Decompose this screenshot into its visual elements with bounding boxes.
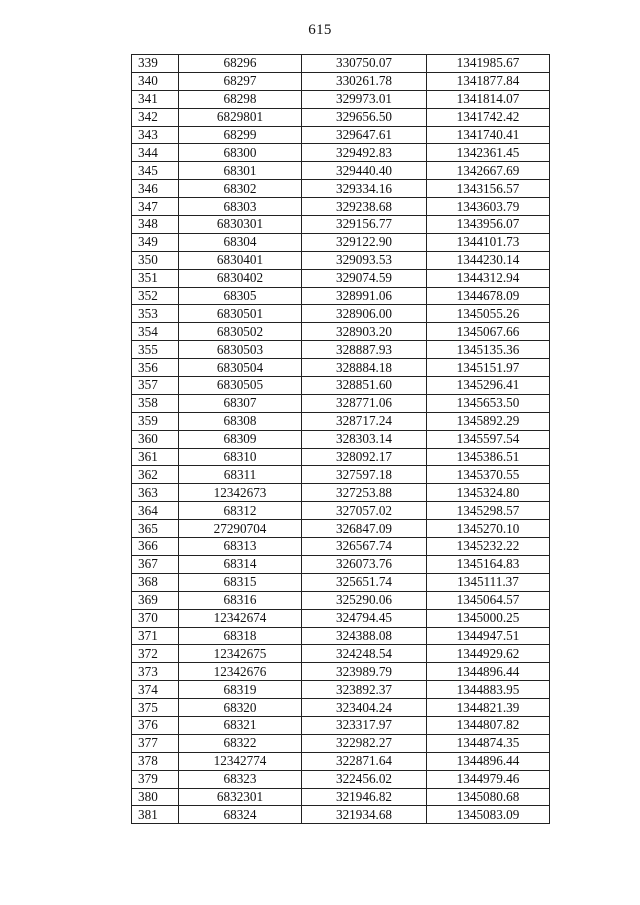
table-row bbox=[132, 609, 550, 627]
x-coordinate-cell: 330261.78 bbox=[302, 72, 427, 90]
y-coordinate-cell: 1344979.46 bbox=[427, 770, 550, 788]
point-id-cell: 68298 bbox=[179, 90, 302, 108]
table-row bbox=[132, 538, 550, 556]
table-row bbox=[132, 323, 550, 341]
x-coordinate-cell: 328884.18 bbox=[302, 359, 427, 377]
coordinates-table bbox=[131, 54, 550, 824]
row-number-cell: 367 bbox=[132, 555, 179, 573]
x-coordinate-cell: 323892.37 bbox=[302, 681, 427, 699]
row-number-cell: 341 bbox=[132, 90, 179, 108]
y-coordinate-cell: 1343956.07 bbox=[427, 216, 550, 234]
y-coordinate-cell: 1344929.62 bbox=[427, 645, 550, 663]
row-number-cell: 375 bbox=[132, 699, 179, 717]
table-row bbox=[132, 466, 550, 484]
point-id-cell: 6830503 bbox=[179, 341, 302, 359]
y-coordinate-cell: 1344896.44 bbox=[427, 752, 550, 770]
point-id-cell: 68314 bbox=[179, 555, 302, 573]
row-number-cell: 370 bbox=[132, 609, 179, 627]
table-row bbox=[132, 591, 550, 609]
x-coordinate-cell: 329093.53 bbox=[302, 251, 427, 269]
point-id-cell: 68311 bbox=[179, 466, 302, 484]
point-id-cell: 27290704 bbox=[179, 520, 302, 538]
x-coordinate-cell: 329440.40 bbox=[302, 162, 427, 180]
y-coordinate-cell: 1345296.41 bbox=[427, 377, 550, 395]
y-coordinate-cell: 1345324.80 bbox=[427, 484, 550, 502]
row-number-cell: 350 bbox=[132, 251, 179, 269]
y-coordinate-cell: 1345080.68 bbox=[427, 788, 550, 806]
point-id-cell: 68309 bbox=[179, 430, 302, 448]
table-row bbox=[132, 287, 550, 305]
row-number-cell: 353 bbox=[132, 305, 179, 323]
row-number-cell: 364 bbox=[132, 502, 179, 520]
point-id-cell: 68305 bbox=[179, 287, 302, 305]
x-coordinate-cell: 326073.76 bbox=[302, 555, 427, 573]
y-coordinate-cell: 1342667.69 bbox=[427, 162, 550, 180]
point-id-cell: 68296 bbox=[179, 55, 302, 73]
y-coordinate-cell: 1344883.95 bbox=[427, 681, 550, 699]
table-row bbox=[132, 377, 550, 395]
row-number-cell: 377 bbox=[132, 734, 179, 752]
y-coordinate-cell: 1344874.35 bbox=[427, 734, 550, 752]
point-id-cell: 6829801 bbox=[179, 108, 302, 126]
y-coordinate-cell: 1345298.57 bbox=[427, 502, 550, 520]
y-coordinate-cell: 1344678.09 bbox=[427, 287, 550, 305]
table-row bbox=[132, 198, 550, 216]
y-coordinate-cell: 1345083.09 bbox=[427, 806, 550, 824]
point-id-cell: 6830505 bbox=[179, 377, 302, 395]
x-coordinate-cell: 327253.88 bbox=[302, 484, 427, 502]
point-id-cell: 68323 bbox=[179, 770, 302, 788]
point-id-cell: 6830504 bbox=[179, 359, 302, 377]
x-coordinate-cell: 328991.06 bbox=[302, 287, 427, 305]
y-coordinate-cell: 1345067.66 bbox=[427, 323, 550, 341]
table-row bbox=[132, 699, 550, 717]
point-id-cell: 68299 bbox=[179, 126, 302, 144]
table-row bbox=[132, 359, 550, 377]
table-row bbox=[132, 412, 550, 430]
x-coordinate-cell: 324388.08 bbox=[302, 627, 427, 645]
y-coordinate-cell: 1345055.26 bbox=[427, 305, 550, 323]
table-row bbox=[132, 90, 550, 108]
page-number: 615 bbox=[308, 22, 332, 38]
point-id-cell: 12342676 bbox=[179, 663, 302, 681]
row-number-cell: 344 bbox=[132, 144, 179, 162]
table-row bbox=[132, 484, 550, 502]
x-coordinate-cell: 328903.20 bbox=[302, 323, 427, 341]
point-id-cell: 68307 bbox=[179, 394, 302, 412]
table-row bbox=[132, 627, 550, 645]
table-row bbox=[132, 770, 550, 788]
table-row bbox=[132, 806, 550, 824]
table-row bbox=[132, 394, 550, 412]
table-row bbox=[132, 144, 550, 162]
point-id-cell: 68300 bbox=[179, 144, 302, 162]
row-number-cell: 351 bbox=[132, 269, 179, 287]
point-id-cell: 6830501 bbox=[179, 305, 302, 323]
table-row bbox=[132, 681, 550, 699]
point-id-cell: 68303 bbox=[179, 198, 302, 216]
x-coordinate-cell: 323404.24 bbox=[302, 699, 427, 717]
y-coordinate-cell: 1341814.07 bbox=[427, 90, 550, 108]
row-number-cell: 361 bbox=[132, 448, 179, 466]
row-number-cell: 378 bbox=[132, 752, 179, 770]
table-row bbox=[132, 216, 550, 234]
table-row bbox=[132, 752, 550, 770]
y-coordinate-cell: 1344947.51 bbox=[427, 627, 550, 645]
point-id-cell: 12342774 bbox=[179, 752, 302, 770]
row-number-cell: 360 bbox=[132, 430, 179, 448]
x-coordinate-cell: 329238.68 bbox=[302, 198, 427, 216]
y-coordinate-cell: 1345892.29 bbox=[427, 412, 550, 430]
table-row bbox=[132, 72, 550, 90]
y-coordinate-cell: 1343603.79 bbox=[427, 198, 550, 216]
x-coordinate-cell: 327057.02 bbox=[302, 502, 427, 520]
table-row bbox=[132, 573, 550, 591]
row-number-cell: 355 bbox=[132, 341, 179, 359]
row-number-cell: 348 bbox=[132, 216, 179, 234]
x-coordinate-cell: 329973.01 bbox=[302, 90, 427, 108]
table-row bbox=[132, 126, 550, 144]
table-row bbox=[132, 233, 550, 251]
x-coordinate-cell: 322456.02 bbox=[302, 770, 427, 788]
table-row bbox=[132, 555, 550, 573]
x-coordinate-cell: 328303.14 bbox=[302, 430, 427, 448]
x-coordinate-cell: 329334.16 bbox=[302, 180, 427, 198]
table-row bbox=[132, 430, 550, 448]
x-coordinate-cell: 324248.54 bbox=[302, 645, 427, 663]
y-coordinate-cell: 1344230.14 bbox=[427, 251, 550, 269]
point-id-cell: 6830402 bbox=[179, 269, 302, 287]
table-row bbox=[132, 341, 550, 359]
row-number-cell: 346 bbox=[132, 180, 179, 198]
table-row bbox=[132, 55, 550, 73]
y-coordinate-cell: 1345064.57 bbox=[427, 591, 550, 609]
table-row bbox=[132, 251, 550, 269]
y-coordinate-cell: 1345597.54 bbox=[427, 430, 550, 448]
y-coordinate-cell: 1344101.73 bbox=[427, 233, 550, 251]
table-row bbox=[132, 305, 550, 323]
y-coordinate-cell: 1344896.44 bbox=[427, 663, 550, 681]
row-number-cell: 342 bbox=[132, 108, 179, 126]
x-coordinate-cell: 328717.24 bbox=[302, 412, 427, 430]
y-coordinate-cell: 1341742.42 bbox=[427, 108, 550, 126]
x-coordinate-cell: 329156.77 bbox=[302, 216, 427, 234]
row-number-cell: 379 bbox=[132, 770, 179, 788]
x-coordinate-cell: 322982.27 bbox=[302, 734, 427, 752]
row-number-cell: 359 bbox=[132, 412, 179, 430]
x-coordinate-cell: 329647.61 bbox=[302, 126, 427, 144]
row-number-cell: 349 bbox=[132, 233, 179, 251]
row-number-cell: 356 bbox=[132, 359, 179, 377]
table-row bbox=[132, 520, 550, 538]
point-id-cell: 68313 bbox=[179, 538, 302, 556]
row-number-cell: 363 bbox=[132, 484, 179, 502]
y-coordinate-cell: 1345370.55 bbox=[427, 466, 550, 484]
y-coordinate-cell: 1345111.37 bbox=[427, 573, 550, 591]
table-row bbox=[132, 108, 550, 126]
table-row bbox=[132, 788, 550, 806]
y-coordinate-cell: 1341740.41 bbox=[427, 126, 550, 144]
table-row bbox=[132, 734, 550, 752]
row-number-cell: 369 bbox=[132, 591, 179, 609]
y-coordinate-cell: 1345653.50 bbox=[427, 394, 550, 412]
row-number-cell: 372 bbox=[132, 645, 179, 663]
x-coordinate-cell: 325290.06 bbox=[302, 591, 427, 609]
x-coordinate-cell: 329492.83 bbox=[302, 144, 427, 162]
row-number-cell: 357 bbox=[132, 377, 179, 395]
point-id-cell: 68320 bbox=[179, 699, 302, 717]
point-id-cell: 12342673 bbox=[179, 484, 302, 502]
x-coordinate-cell: 328906.00 bbox=[302, 305, 427, 323]
x-coordinate-cell: 326567.74 bbox=[302, 538, 427, 556]
row-number-cell: 352 bbox=[132, 287, 179, 305]
y-coordinate-cell: 1344312.94 bbox=[427, 269, 550, 287]
table-row bbox=[132, 162, 550, 180]
point-id-cell: 6830301 bbox=[179, 216, 302, 234]
row-number-cell: 366 bbox=[132, 538, 179, 556]
point-id-cell: 68319 bbox=[179, 681, 302, 699]
point-id-cell: 68315 bbox=[179, 573, 302, 591]
row-number-cell: 374 bbox=[132, 681, 179, 699]
x-coordinate-cell: 329656.50 bbox=[302, 108, 427, 126]
x-coordinate-cell: 321934.68 bbox=[302, 806, 427, 824]
x-coordinate-cell: 330750.07 bbox=[302, 55, 427, 73]
point-id-cell: 12342674 bbox=[179, 609, 302, 627]
y-coordinate-cell: 1341877.84 bbox=[427, 72, 550, 90]
point-id-cell: 68324 bbox=[179, 806, 302, 824]
y-coordinate-cell: 1342361.45 bbox=[427, 144, 550, 162]
point-id-cell: 68316 bbox=[179, 591, 302, 609]
point-id-cell: 68312 bbox=[179, 502, 302, 520]
row-number-cell: 358 bbox=[132, 394, 179, 412]
row-number-cell: 343 bbox=[132, 126, 179, 144]
coordinates-table-body bbox=[132, 55, 550, 824]
point-id-cell: 6830502 bbox=[179, 323, 302, 341]
x-coordinate-cell: 326847.09 bbox=[302, 520, 427, 538]
row-number-cell: 340 bbox=[132, 72, 179, 90]
y-coordinate-cell: 1345386.51 bbox=[427, 448, 550, 466]
point-id-cell: 68304 bbox=[179, 233, 302, 251]
table-row bbox=[132, 716, 550, 734]
y-coordinate-cell: 1343156.57 bbox=[427, 180, 550, 198]
row-number-cell: 354 bbox=[132, 323, 179, 341]
table-row bbox=[132, 448, 550, 466]
row-number-cell: 362 bbox=[132, 466, 179, 484]
y-coordinate-cell: 1345232.22 bbox=[427, 538, 550, 556]
y-coordinate-cell: 1345000.25 bbox=[427, 609, 550, 627]
y-coordinate-cell: 1345270.10 bbox=[427, 520, 550, 538]
x-coordinate-cell: 329074.59 bbox=[302, 269, 427, 287]
x-coordinate-cell: 323317.97 bbox=[302, 716, 427, 734]
point-id-cell: 68308 bbox=[179, 412, 302, 430]
point-id-cell: 12342675 bbox=[179, 645, 302, 663]
row-number-cell: 339 bbox=[132, 55, 179, 73]
row-number-cell: 381 bbox=[132, 806, 179, 824]
point-id-cell: 68318 bbox=[179, 627, 302, 645]
row-number-cell: 345 bbox=[132, 162, 179, 180]
x-coordinate-cell: 328887.93 bbox=[302, 341, 427, 359]
point-id-cell: 68322 bbox=[179, 734, 302, 752]
y-coordinate-cell: 1344821.39 bbox=[427, 699, 550, 717]
x-coordinate-cell: 328092.17 bbox=[302, 448, 427, 466]
x-coordinate-cell: 323989.79 bbox=[302, 663, 427, 681]
y-coordinate-cell: 1345164.83 bbox=[427, 555, 550, 573]
row-number-cell: 347 bbox=[132, 198, 179, 216]
x-coordinate-cell: 328851.60 bbox=[302, 377, 427, 395]
table-row bbox=[132, 645, 550, 663]
table-row bbox=[132, 180, 550, 198]
point-id-cell: 68301 bbox=[179, 162, 302, 180]
row-number-cell: 373 bbox=[132, 663, 179, 681]
row-number-cell: 376 bbox=[132, 716, 179, 734]
y-coordinate-cell: 1345135.36 bbox=[427, 341, 550, 359]
x-coordinate-cell: 321946.82 bbox=[302, 788, 427, 806]
y-coordinate-cell: 1345151.97 bbox=[427, 359, 550, 377]
row-number-cell: 380 bbox=[132, 788, 179, 806]
x-coordinate-cell: 324794.45 bbox=[302, 609, 427, 627]
x-coordinate-cell: 325651.74 bbox=[302, 573, 427, 591]
point-id-cell: 68297 bbox=[179, 72, 302, 90]
point-id-cell: 68310 bbox=[179, 448, 302, 466]
point-id-cell: 68321 bbox=[179, 716, 302, 734]
y-coordinate-cell: 1341985.67 bbox=[427, 55, 550, 73]
point-id-cell: 6830401 bbox=[179, 251, 302, 269]
point-id-cell: 6832301 bbox=[179, 788, 302, 806]
row-number-cell: 365 bbox=[132, 520, 179, 538]
y-coordinate-cell: 1344807.82 bbox=[427, 716, 550, 734]
table-row bbox=[132, 269, 550, 287]
table-row bbox=[132, 502, 550, 520]
x-coordinate-cell: 329122.90 bbox=[302, 233, 427, 251]
row-number-cell: 371 bbox=[132, 627, 179, 645]
table-row bbox=[132, 663, 550, 681]
row-number-cell: 368 bbox=[132, 573, 179, 591]
x-coordinate-cell: 322871.64 bbox=[302, 752, 427, 770]
x-coordinate-cell: 328771.06 bbox=[302, 394, 427, 412]
point-id-cell: 68302 bbox=[179, 180, 302, 198]
x-coordinate-cell: 327597.18 bbox=[302, 466, 427, 484]
